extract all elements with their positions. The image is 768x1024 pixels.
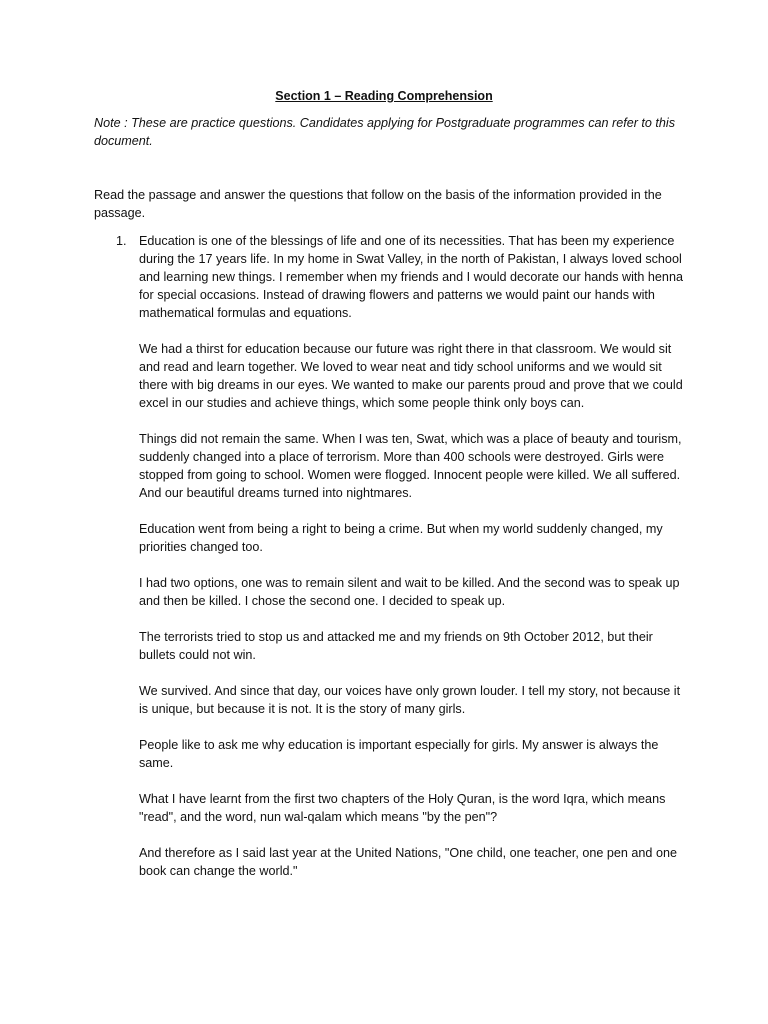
passage-paragraph: People like to ask me why education is important especially for girls. My answer is always the same.	[139, 738, 659, 770]
passage-paragraph: Education is one of the blessings of life and one of its necessities. That has been my experience during the 17 years life. In my home in Swat Valley, in the north of Pakistan, I always loved school and learning new things. I remember when my friends and I would decorate our hands with henna for special occasions. Instead of drawing flowers and patterns we would paint our hands with mathematical formulas and equations.	[139, 234, 683, 320]
question-number: 1.	[116, 234, 127, 248]
passage-paragraph: The terrorists tried to stop us and attacked me and my friends on 9th October 2012, but their bullets could not win.	[139, 630, 653, 662]
reading-passage	[139, 232, 684, 898]
passage-paragraph: I had two options, one was to remain silent and wait to be killed. And the second was to speak up and then be killed. I chose the second one. I decided to speak up.	[139, 576, 680, 608]
passage-paragraph: What I have learnt from the first two chapters of the Holy Quran, is the word Iqra, which means "read", and the word, nun wal-qalam which means "by the pen"?	[139, 792, 666, 824]
passage-paragraph: Things did not remain the same. When I was ten, Swat, which was a place of beauty and tourism, suddenly changed into a place of terrorism. More than 400 schools were destroyed. Girls were stopped from going to school. Women were flogged. Innocent people were killed. We all suffered. And our beautiful dreams turned into nightmares.	[139, 432, 682, 500]
passage-paragraph: Education went from being a right to being a crime. But when my world suddenly changed, my priorities changed too.	[139, 522, 663, 554]
section-title: Section 1 – Reading Comprehension	[275, 89, 493, 103]
passage-instructions: Read the passage and answer the questions that follow on the basis of the information provided in the passage.	[94, 188, 662, 220]
passage-paragraph: We survived. And since that day, our voices have only grown louder. I tell my story, not because it is unique, but because it is not. It is the story of many girls.	[139, 684, 681, 716]
passage-paragraph: We had a thirst for education because our future was right there in that classroom. We would sit and read and learn together. We loved to wear neat and tidy school uniforms and we would sit there with big dreams in our eyes. We wanted to make our parents proud and prove that we could excel in our studies and achieve things, which some people think only boys can.	[139, 342, 683, 410]
passage-paragraph: And therefore as I said last year at the United Nations, "One child, one teacher, one pen and one book can change the world."	[139, 846, 677, 878]
practice-note: Note : These are practice questions. Candidates applying for Postgraduate programmes can refer to this document.	[94, 116, 676, 148]
